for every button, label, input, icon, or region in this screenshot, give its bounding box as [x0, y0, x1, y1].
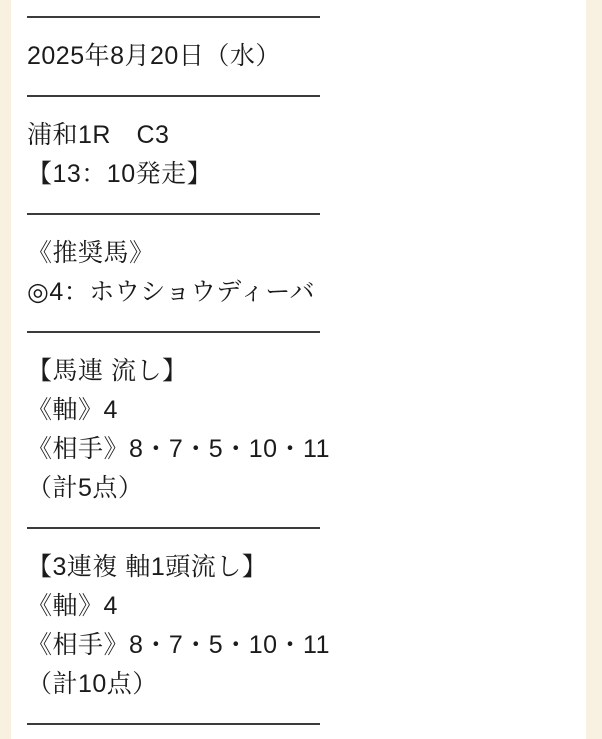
date-section: [27, 37, 586, 76]
recommendation-pick: ◎4：ホウショウディーバ: [27, 278, 315, 306]
bet-axis: 《軸》4: [27, 592, 118, 620]
bet-total: （計5点）: [27, 474, 144, 502]
race-title: 浦和1R C3: [27, 121, 170, 149]
section-divider: [27, 331, 320, 333]
section-divider: [27, 723, 320, 725]
race-info-section: [27, 116, 586, 194]
bet-partners: 《相手》8・7・5・10・11: [27, 631, 330, 659]
post-content: [11, 0, 586, 739]
race-start-time: 【13：10発走】: [27, 160, 213, 188]
section-divider: [27, 527, 320, 529]
section-divider: [27, 95, 320, 97]
bet-type: 【馬連 流し】: [27, 357, 188, 385]
bet-section-sanrenpuku: [27, 548, 586, 704]
bet-partners: 《相手》8・7・5・10・11: [27, 435, 330, 463]
section-divider: [27, 213, 320, 215]
section-divider: [27, 16, 320, 18]
bet-axis: 《軸》4: [27, 396, 118, 424]
recommendation-heading: 《推奨馬》: [27, 239, 155, 267]
recommendation-section: [27, 234, 586, 312]
bet-total: （計10点）: [27, 670, 158, 698]
race-date: 2025年8月20日（水）: [27, 42, 281, 70]
bet-type: 【3連複 軸1頭流し】: [27, 553, 268, 581]
bet-section-umaren: [27, 352, 586, 508]
